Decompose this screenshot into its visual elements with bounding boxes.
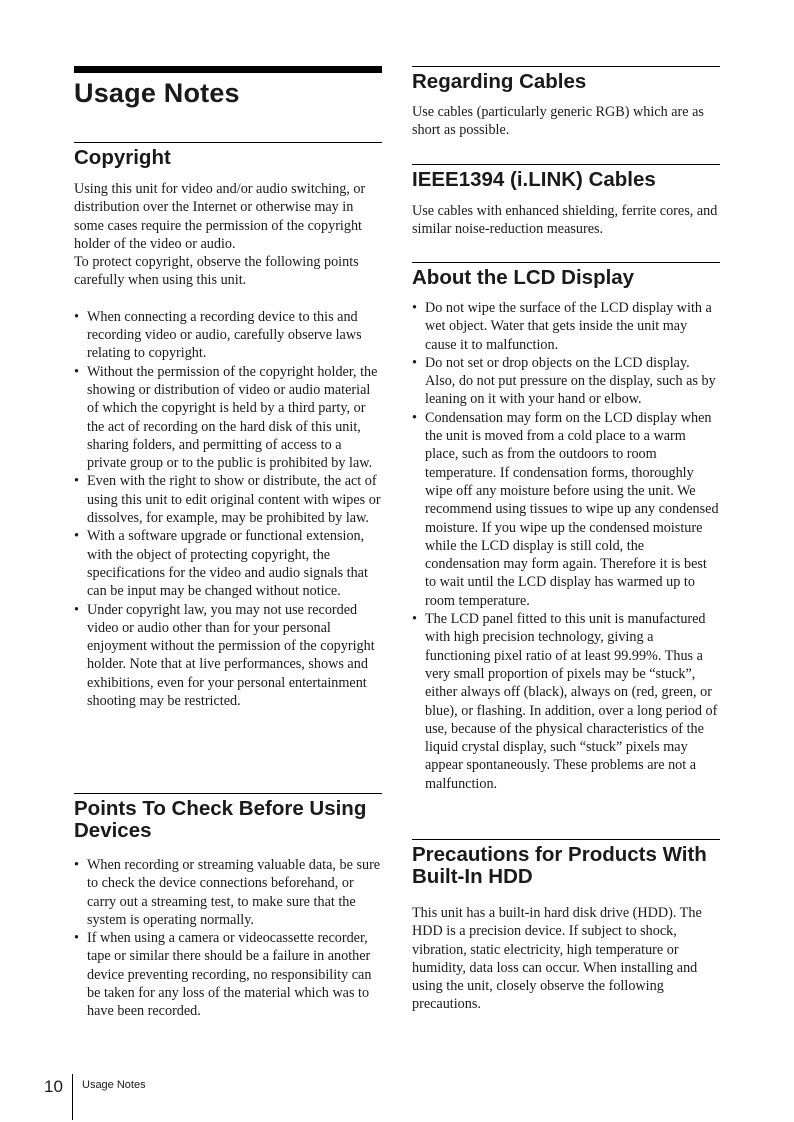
list-item: • Without the permission of the copyright holder, the showing or distribution of video or audio material of which the copyright is held by a third party, or the act of recording on the hard disk of this unit, sharing folders, and permitting of access to a private group or to the public is prohibited by law. — [74, 363, 378, 472]
footer-divider — [72, 1074, 73, 1120]
list-item: • When recording or streaming valuable data, be sure to check the device connections beforehand, or carry out a streaming test, to make sure that the system is operating normally. — [74, 857, 381, 928]
section-heading: About the LCD Display — [412, 266, 635, 289]
paragraph: Use cables with enhanced shielding, ferrite cores, and similar noise-reduction measures. — [412, 203, 718, 238]
list-item: • Do not set or drop objects on the LCD display. Also, do not put pressure on the display, such as by leaning on it with your hand or elbow. — [412, 354, 716, 408]
list-item: • Under copyright law, you may not use recorded video or audio other than for your personal enjoyment without the permission of the copyright holder. Note that at live performances, shows and exhibitions, even for your personal entertainment shooting may be restricted. — [74, 601, 375, 710]
title-rule — [74, 66, 382, 73]
list-item: • Even with the right to show or distribute, the act of using this unit to edit original content with wipes or dissolves, for example, may be prohibited by law. — [74, 473, 381, 527]
list-item: • The LCD panel fitted to this unit is manufactured with high precision technology, giving a functioning pixel ratio of at least 99.99%. Thus a very small proportion of pixels may be “stuck”, either always off (black), always on (red, green, or blue), or flashing. In addition, over a long period of use, because of the physical characteristics of the liquid crystal display, such “stuck” pixels may appear spontaneously. These problems are not a malfunction. — [412, 611, 718, 792]
bullet-list — [412, 299, 720, 793]
list-item: • Condensation may form on the LCD display when the unit is moved from a cold place to a warm place, such as from the outdoors to room temperature. If condensation forms, thoroughly wipe off any moisture before using the unit. We recommend using tissues to wipe up any condensed moisture. If you wipe up the condensed moisture while the LCD display is still cold, the condensation may form again. Therefore it is best to wait until the LCD display has warmed up to room temperature. — [412, 409, 719, 609]
section-heading: Regarding Cables — [412, 70, 587, 93]
paragraph: Using this unit for video and/or audio switching, or distribution over the Internet or otherwise may in some cases require the permission of the copyright holder of the video or audio. — [74, 181, 366, 252]
section-cables — [412, 66, 720, 140]
section-ieee1394 — [412, 164, 720, 239]
section-points-to-check — [74, 793, 382, 1021]
list-item: • When connecting a recording device to this and recording video or audio, carefully observe laws relating to copyright. — [74, 308, 362, 362]
page-title: Usage Notes — [74, 78, 240, 108]
section-heading: Precautions for Products With Built-In HDD — [412, 843, 707, 888]
section-heading: IEEE1394 (i.LINK) Cables — [412, 168, 656, 191]
section-copyright — [74, 142, 382, 710]
section-lcd — [412, 262, 720, 793]
footer-label: Usage Notes — [82, 1079, 146, 1091]
list-item: • With a software upgrade or functional extension, with the object of protecting copyright, the specifications for the video and audio signals that can be input may be changed without notice. — [74, 528, 368, 600]
paragraph: This unit has a built-in hard disk drive (HDD). The HDD is a precision device. If subject to shock, vibration, static electricity, high temperature or humidity, data loss can occur. When installing and using the unit, closely observe the following precautions. — [412, 905, 702, 1013]
section-heading: Copyright — [74, 146, 171, 169]
list-item: • Do not wipe the surface of the LCD display with a wet object. Water that gets inside the unit may cause it to malfunction. — [412, 300, 712, 353]
paragraph: To protect copyright, observe the following points carefully when using this unit. — [74, 254, 359, 289]
section-heading: Points To Check Before Using Devices — [74, 797, 367, 842]
bullet-list — [74, 308, 382, 711]
bullet-list — [74, 856, 382, 1021]
list-item: • If when using a camera or videocassette recorder, tape or similar there should be a failure in another device preventing recording, no responsibility can be taken for any loss of the material which was to have been recorded. — [74, 930, 372, 1020]
section-hdd — [412, 839, 720, 1014]
page-number: 10 — [44, 1077, 63, 1096]
paragraph: Use cables (particularly generic RGB) which are as short as possible. — [412, 104, 704, 139]
